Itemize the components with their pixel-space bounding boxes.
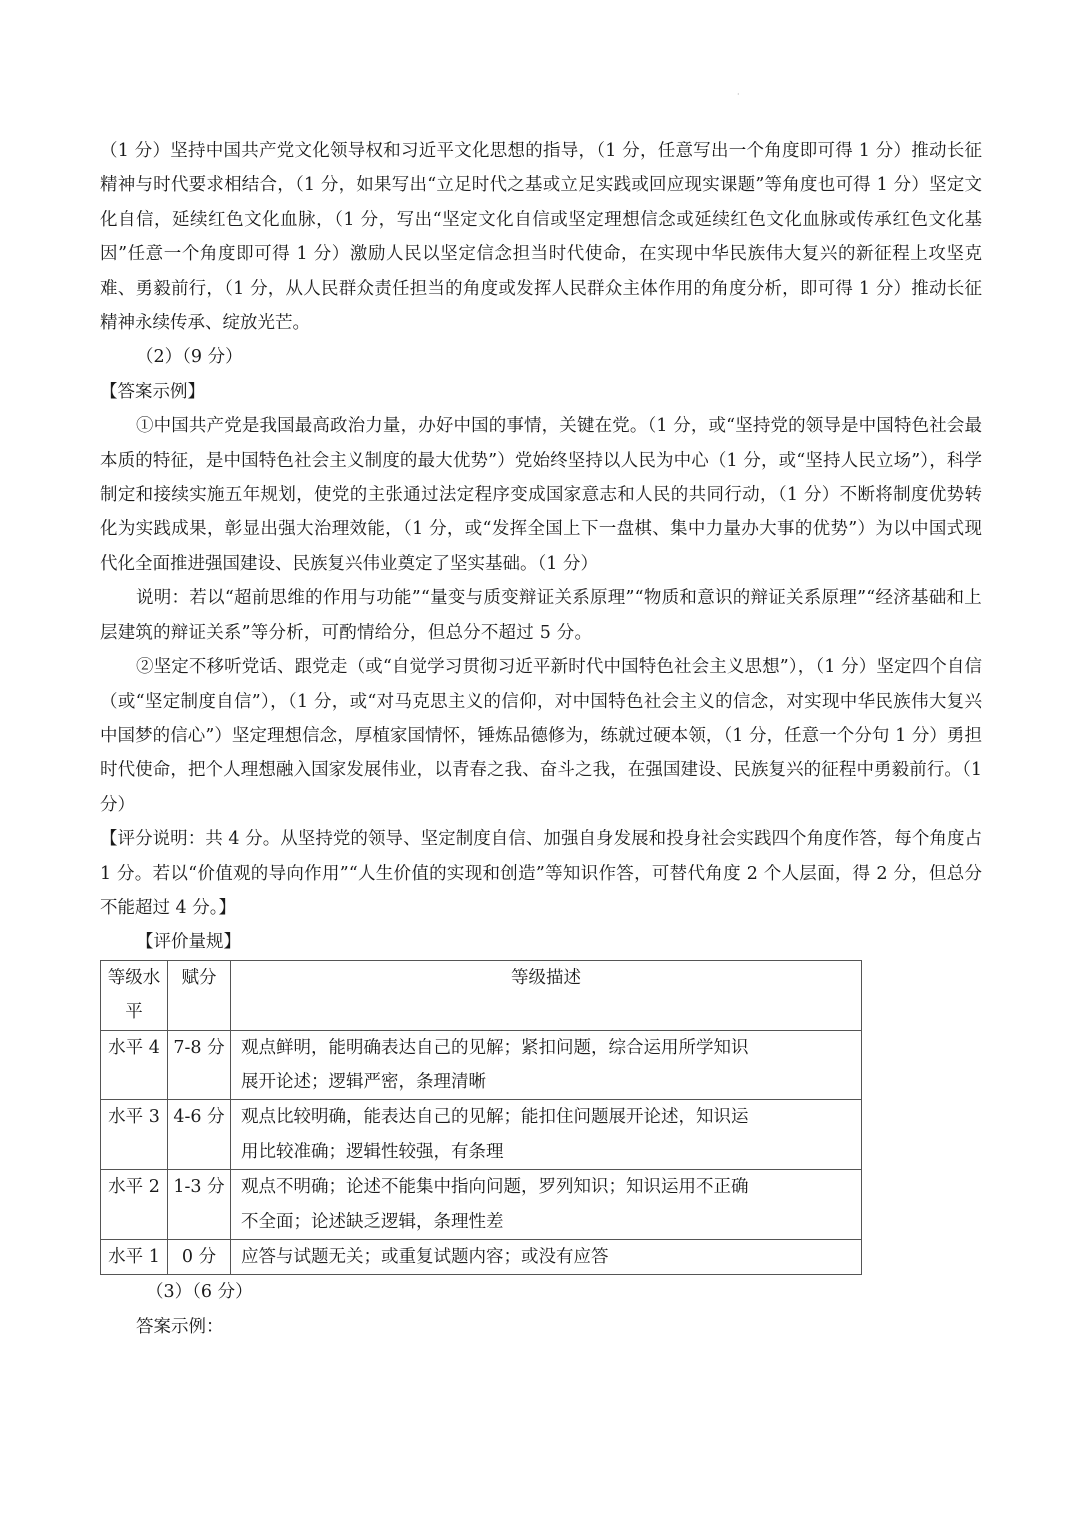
row-score: 4-6 分 bbox=[168, 1100, 231, 1170]
question-2-heading: （2）（9 分） bbox=[136, 347, 243, 368]
row-level: 水平 3 bbox=[101, 1100, 168, 1170]
row-description: 观点鲜明，能明确表达自己的见解；紧扣问题，综合运用所学知识展开论述；逻辑严密，条理清晰 bbox=[231, 1030, 862, 1100]
answer-text bbox=[100, 134, 982, 1344]
answer-example-heading: 【答案示例】 bbox=[100, 381, 205, 402]
row-score: 1-3 分 bbox=[168, 1170, 231, 1240]
header-level: 等级水平 bbox=[101, 960, 168, 1030]
row-score: 7-8 分 bbox=[168, 1030, 231, 1100]
header-score: 赋分 bbox=[168, 960, 231, 1030]
row-description: 观点不明确；论述不能集中指向问题，罗列知识；知识运用不正确不全面；论述缺乏逻辑，条理性差 bbox=[231, 1170, 862, 1240]
rubric-row bbox=[101, 1170, 862, 1240]
row-level: 水平 1 bbox=[101, 1240, 168, 1275]
rubric-row bbox=[101, 1100, 862, 1170]
rubric-row bbox=[101, 1240, 862, 1275]
row-description: 应答与试题无关；或重复试题内容；或没有应答 bbox=[231, 1240, 862, 1275]
row-level: 水平 4 bbox=[101, 1030, 168, 1100]
row-score: 0 分 bbox=[168, 1240, 231, 1275]
row-description: 观点比较明确，能表达自己的见解；能扣住问题展开论述，知识运用比较准确；逻辑性较强，有条理 bbox=[231, 1100, 862, 1170]
scoring-note: 【评分说明：共 4 分。从坚持党的领导、坚定制度自信、加强自身发展和投身社会实践四个角度作答，每个角度占 1 分。若以“价值观的导向作用”“人生价值的实现和创造”等知识作答，可替代角度 2 个人层面，得 2 分，但总分不能超过 4 分。】 bbox=[100, 829, 982, 918]
answer-point-1: ①中国共产党是我国最高政治力量，办好中国的事情，关键在党。（1 分，或“坚持党的领导是中国特色社会最本质的特征，是中国特色社会主义制度的最大优势”）党始终坚持以人民为中心（1 分，或“坚持人民立场”），科学制定和接续实施五年规划，使党的主张通过法定程序变成国家意志和人民的共同行动，（1 分）不断将制度优势转化为实践成果，彰显出强大治理效能，（1 分，或“发挥全国上下一盘棋、集中力量办大事的优势”）为以中国式现代化全面推进强国建设、民族复兴伟业奠定了坚实基础。（1 分） bbox=[100, 416, 982, 574]
rubric-heading: 【评价量规】 bbox=[136, 932, 241, 953]
rubric-header-row bbox=[101, 960, 862, 1030]
answer-example-label: 答案示例： bbox=[136, 1316, 224, 1337]
rubric-row bbox=[101, 1030, 862, 1100]
question-3-heading: （3）（6 分） bbox=[146, 1282, 253, 1303]
row-level: 水平 2 bbox=[101, 1170, 168, 1240]
note-1: 说明：若以“超前思维的作用与功能”“量变与质变辩证关系原理”“物质和意识的辩证关系原理”“经济基础和上层建筑的辩证关系”等分析，可酌情给分，但总分不超过 5 分。 bbox=[100, 588, 982, 643]
decorative-dot: · bbox=[737, 90, 740, 99]
paragraph-1: （1 分）坚持中国共产党文化领导权和习近平文化思想的指导，（1 分，任意写出一个角度即可得 1 分）推动长征精神与时代要求相结合，（1 分，如果写出“立足时代之基或立足实践或回应现实课题”等角度也可得 1 分）坚定文化自信，延续红色文化血脉，（1 分，写出“坚定文化自信或坚定理想信念或延续红色文化血脉或传承红色文化基因”任意一个角度即可得 1 分）激励人民以坚定信念担当时代使命，在实现中华民族伟大复兴的新征程上攻坚克难、勇毅前行，（1 分，从人民群众责任担当的角度或发挥人民群众主体作用的角度分析，即可得 1 分）推动长征精神永续传承、绽放光芒。 bbox=[100, 141, 982, 334]
rubric-table bbox=[100, 960, 862, 1276]
answer-point-2: ②坚定不移听党话、跟党走（或“自觉学习贯彻习近平新时代中国特色社会主义思想”），（1 分）坚定四个自信（或“坚定制度自信”），（1 分，或“对马克思主义的信仰，对中国特色社会主义的信念，对实现中华民族伟大复兴中国梦的信心”）坚定理想信念，厚植家国情怀，锤炼品德修为，练就过硬本领，（1 分，任意一个分句 1 分）勇担时代使命，把个人理想融入国家发展伟业，以青春之我、奋斗之我，在强国建设、民族复兴的征程中勇毅前行。（1 分） bbox=[100, 657, 982, 815]
header-description: 等级描述 bbox=[231, 960, 862, 1030]
